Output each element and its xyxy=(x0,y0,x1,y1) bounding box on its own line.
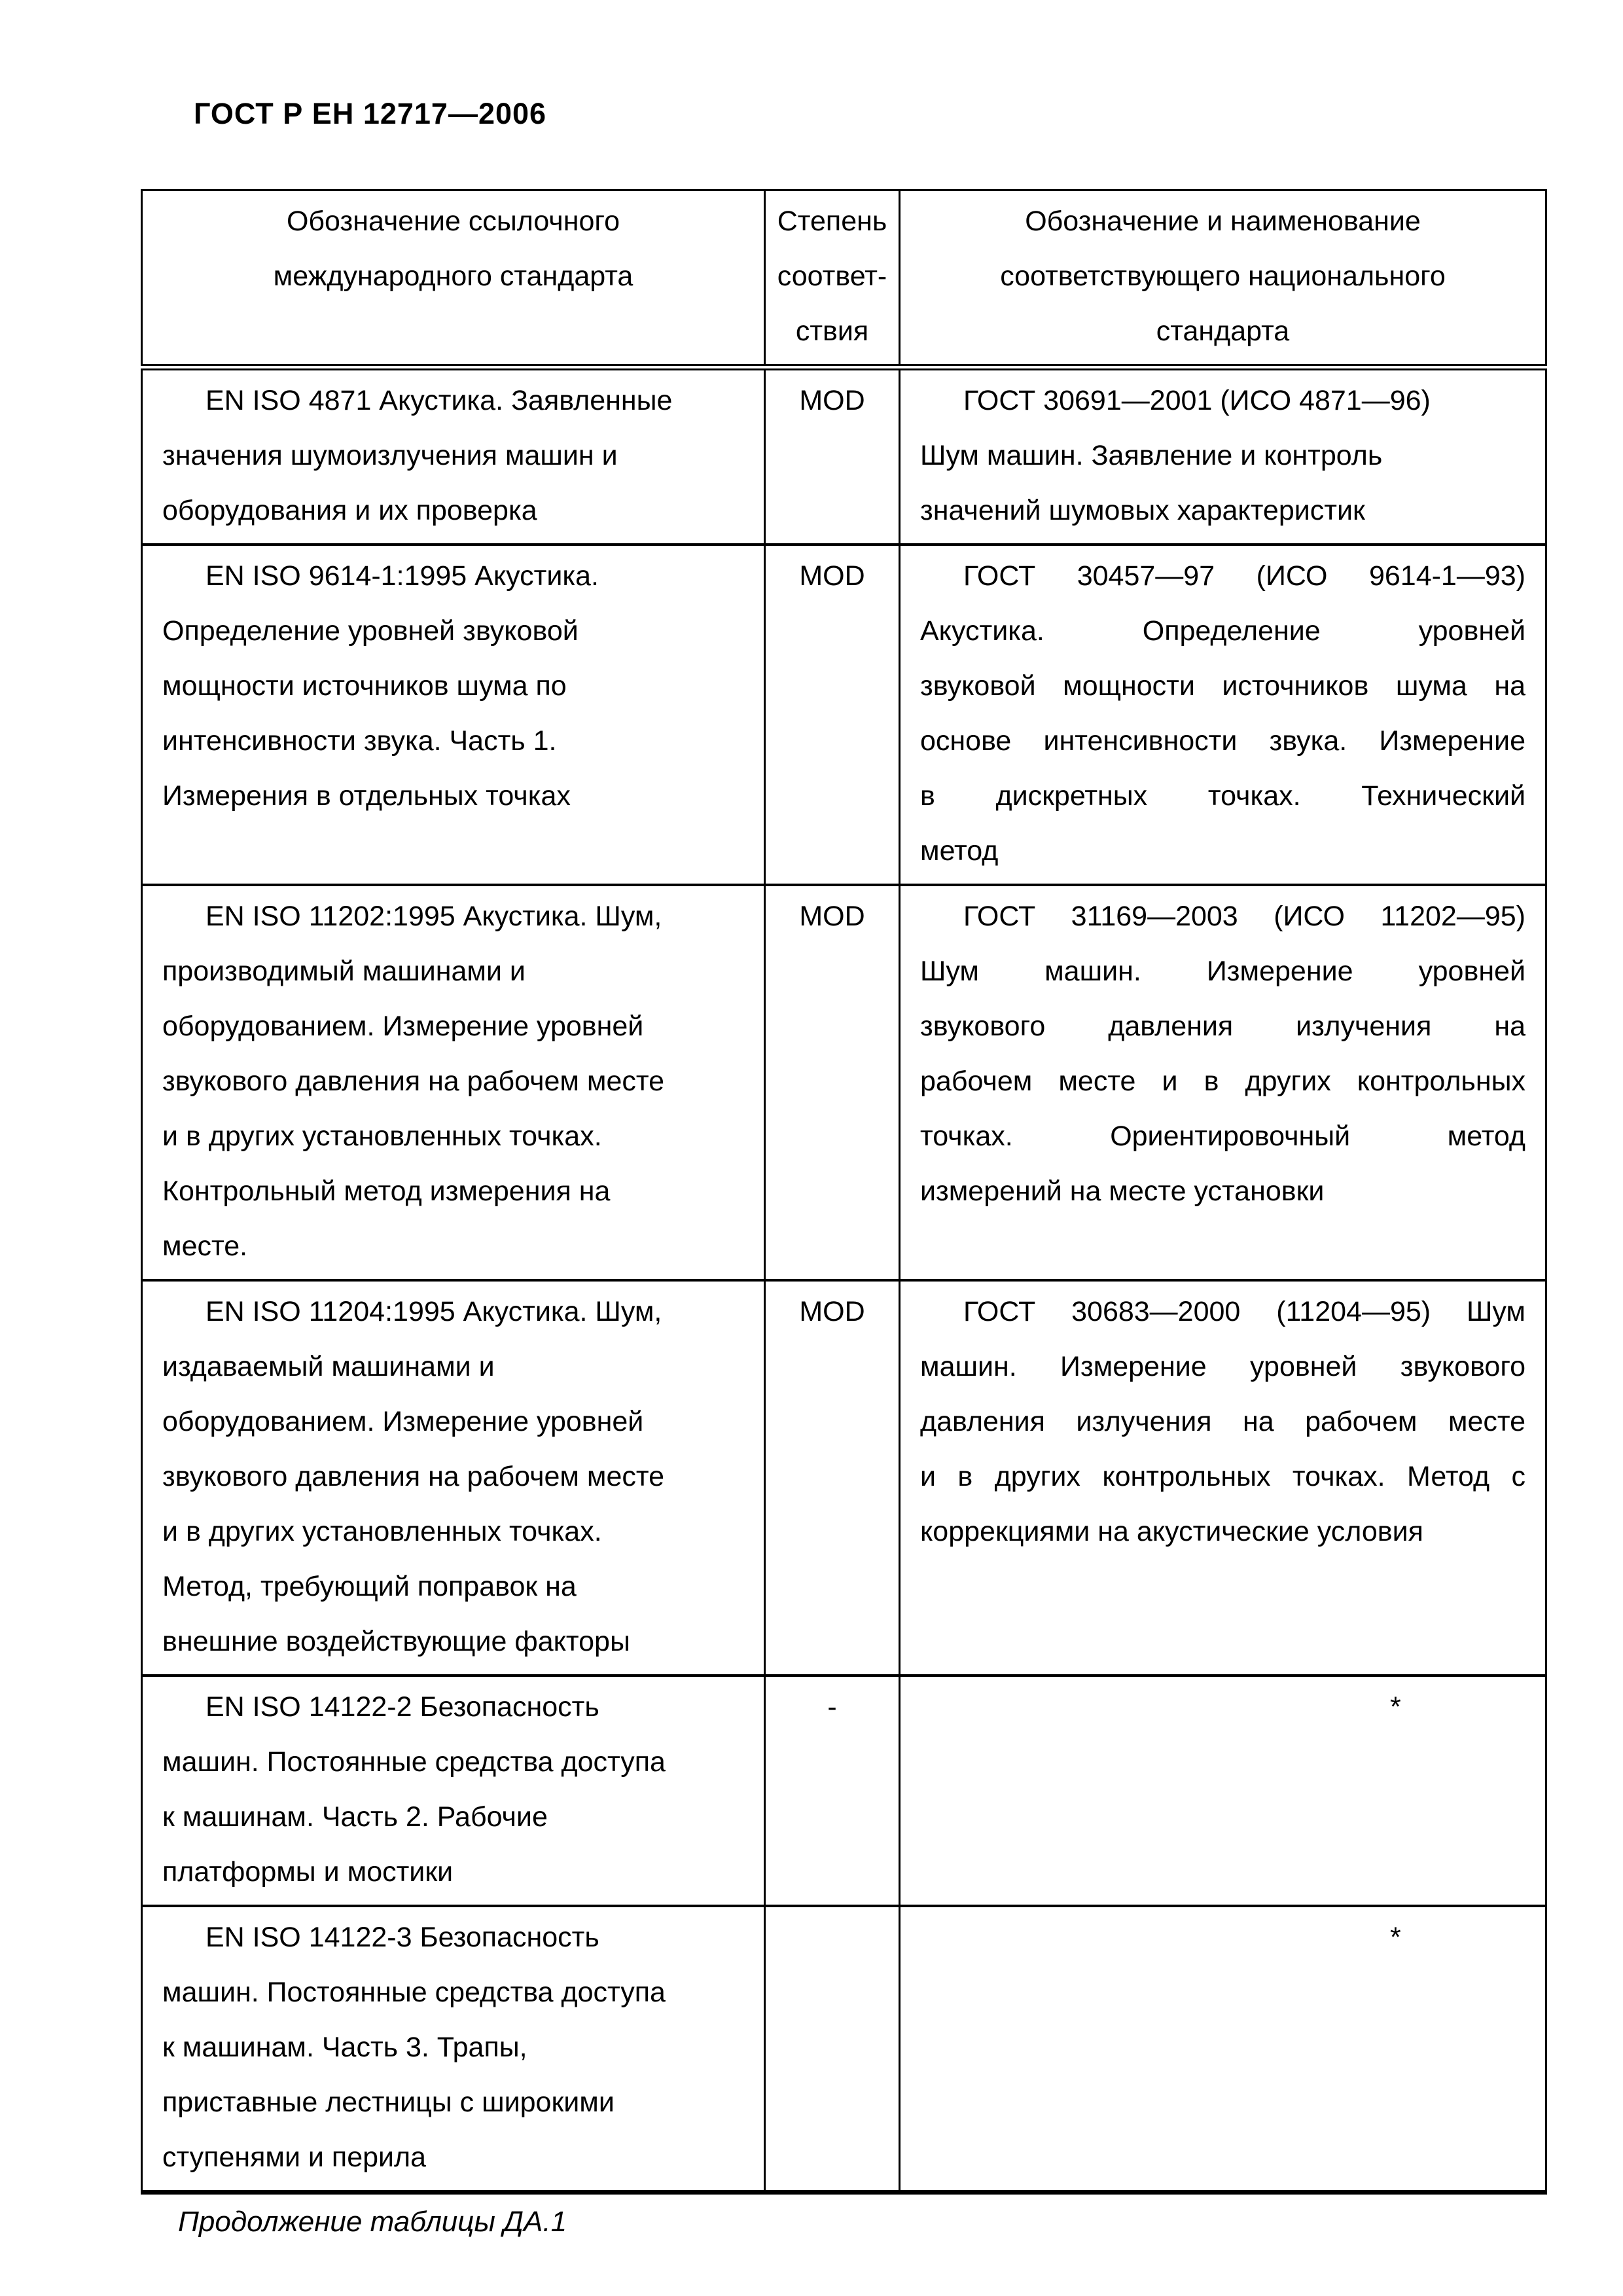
reference-line: значения шумоизлучения машин и xyxy=(162,440,618,471)
degree-value: MOD xyxy=(799,901,865,932)
header-line: соответ- xyxy=(777,260,887,292)
cell-reference-standard xyxy=(142,367,765,545)
reference-line: и в других установленных точках. xyxy=(162,1516,602,1547)
national-line: * xyxy=(1390,1691,1401,1723)
col-header-degree-of-conformity xyxy=(765,190,900,368)
reference-line: Контрольный метод измерения на xyxy=(162,1175,611,1207)
header-line: соответствующего национального xyxy=(1000,260,1446,292)
reference-line: EN ISO 11204:1995 Акустика. Шум, xyxy=(205,1296,662,1327)
cell-reference-standard xyxy=(142,1280,765,1676)
header-line: Обозначение и наименование xyxy=(1025,206,1421,237)
reference-line: EN ISO 14122-3 Безопасность xyxy=(205,1922,599,1953)
cell-reference-standard xyxy=(142,885,765,1280)
national-line: Шум машин. Измерение уровней xyxy=(920,956,1525,987)
cell-national-standard xyxy=(900,1280,1546,1676)
header-line: Степень xyxy=(777,206,887,237)
cell-national-standard xyxy=(900,1676,1546,1906)
reference-line: звукового давления на рабочем месте xyxy=(162,1461,665,1492)
cell-reference-standard xyxy=(142,1676,765,1906)
national-line: основе интенсивности звука. Измерение xyxy=(920,725,1525,757)
table-row xyxy=(142,885,1546,1280)
reference-line: платформы и мостики xyxy=(162,1856,454,1888)
degree-value: - xyxy=(827,1691,837,1723)
national-line: и в других контрольных точках. Метод с xyxy=(920,1461,1525,1492)
reference-line: звукового давления на рабочем месте xyxy=(162,1066,665,1097)
national-line: значений шумовых характеристик xyxy=(920,495,1365,526)
reference-line: приставные лестницы с широкими xyxy=(162,2087,615,2118)
reference-line: издаваемый машинами и xyxy=(162,1351,495,1382)
table-header-row xyxy=(142,190,1546,368)
degree-value: MOD xyxy=(799,385,865,416)
national-line: Акустика. Определение уровней xyxy=(920,615,1525,647)
table-row xyxy=(142,545,1546,885)
header-line: международного стандарта xyxy=(273,260,633,292)
reference-line: месте. xyxy=(162,1230,248,1262)
reference-line: производимый машинами и xyxy=(162,956,526,987)
header-line: ствия xyxy=(795,315,869,347)
national-line: рабочем месте и в других контрольных xyxy=(920,1066,1525,1097)
content-area xyxy=(141,189,1545,2239)
table-row xyxy=(142,1906,1546,2193)
cell-national-standard xyxy=(900,545,1546,885)
national-line: ГОСТ 31169—2003 (ИСО 11202—95) xyxy=(963,901,1525,932)
reference-line: и в других установленных точках. xyxy=(162,1121,602,1152)
table-continuation-note: Продолжение таблицы ДА.1 xyxy=(178,2206,567,2238)
cell-degree-of-conformity xyxy=(765,1906,900,2193)
reference-line: ступенями и перила xyxy=(162,2142,427,2173)
national-line: давления излучения на рабочем месте xyxy=(920,1406,1525,1437)
national-line: * xyxy=(1390,1922,1401,1953)
reference-line: EN ISO 4871 Акустика. Заявленные xyxy=(205,385,673,416)
cell-reference-standard xyxy=(142,545,765,885)
reference-line: мощности источников шума по xyxy=(162,670,567,702)
national-line: коррекциями на акустические условия xyxy=(920,1516,1423,1547)
cell-degree-of-conformity xyxy=(765,1280,900,1676)
cell-national-standard xyxy=(900,367,1546,545)
national-line: Шум машин. Заявление и контроль xyxy=(920,440,1383,471)
national-line: точках. Ориентировочный метод xyxy=(920,1121,1525,1152)
national-line: машин. Измерение уровней звукового xyxy=(920,1351,1525,1382)
table-row xyxy=(142,1280,1546,1676)
cell-national-standard xyxy=(900,1906,1546,2193)
reference-line: Измерения в отдельных точках xyxy=(162,780,571,812)
degree-value: MOD xyxy=(799,560,865,592)
cell-reference-standard xyxy=(142,1906,765,2193)
degree-value: MOD xyxy=(799,1296,865,1327)
national-line: звукового давления излучения на xyxy=(920,1011,1525,1042)
reference-line: интенсивности звука. Часть 1. xyxy=(162,725,557,757)
cell-degree-of-conformity xyxy=(765,367,900,545)
cell-degree-of-conformity xyxy=(765,885,900,1280)
national-line: ГОСТ 30457—97 (ИСО 9614-1—93) xyxy=(963,560,1525,592)
reference-line: машин. Постоянные средства доступа xyxy=(162,1977,666,2008)
reference-line: оборудования и их проверка xyxy=(162,495,537,526)
table-row xyxy=(142,1676,1546,1906)
national-line: ГОСТ 30683—2000 (11204—95) Шум xyxy=(963,1296,1525,1327)
header-line: стандарта xyxy=(1156,315,1290,347)
reference-line: EN ISO 9614-1:1995 Акустика. xyxy=(205,560,599,592)
reference-line: оборудованием. Измерение уровней xyxy=(162,1011,644,1042)
national-line: в дискретных точках. Технический xyxy=(920,780,1525,812)
national-line: измерений на месте установки xyxy=(920,1175,1325,1207)
national-line: метод xyxy=(920,835,999,867)
cell-degree-of-conformity xyxy=(765,1676,900,1906)
reference-line: Определение уровней звуковой xyxy=(162,615,579,647)
reference-line: машин. Постоянные средства доступа xyxy=(162,1746,666,1778)
doc-number: ГОСТ Р ЕН 12717—2006 xyxy=(194,97,547,130)
col-header-national-standard xyxy=(900,190,1546,368)
table-row xyxy=(142,367,1546,545)
standards-correspondence-table xyxy=(141,189,1547,2195)
cell-degree-of-conformity xyxy=(765,545,900,885)
reference-line: к машинам. Часть 3. Трапы, xyxy=(162,2032,527,2063)
reference-line: Метод, требующий поправок на xyxy=(162,1571,577,1602)
national-line: ГОСТ 30691—2001 (ИСО 4871—96) xyxy=(963,385,1431,416)
cell-national-standard xyxy=(900,885,1546,1280)
reference-line: к машинам. Часть 2. Рабочие xyxy=(162,1801,548,1833)
reference-line: внешние воздействующие факторы xyxy=(162,1626,630,1657)
national-line: звуковой мощности источников шума на xyxy=(920,670,1525,702)
reference-line: оборудованием. Измерение уровней xyxy=(162,1406,644,1437)
reference-line: EN ISO 14122-2 Безопасность xyxy=(205,1691,599,1723)
col-header-reference-standard xyxy=(142,190,765,368)
header-line: Обозначение ссылочного xyxy=(286,206,620,237)
reference-line: EN ISO 11202:1995 Акустика. Шум, xyxy=(205,901,662,932)
